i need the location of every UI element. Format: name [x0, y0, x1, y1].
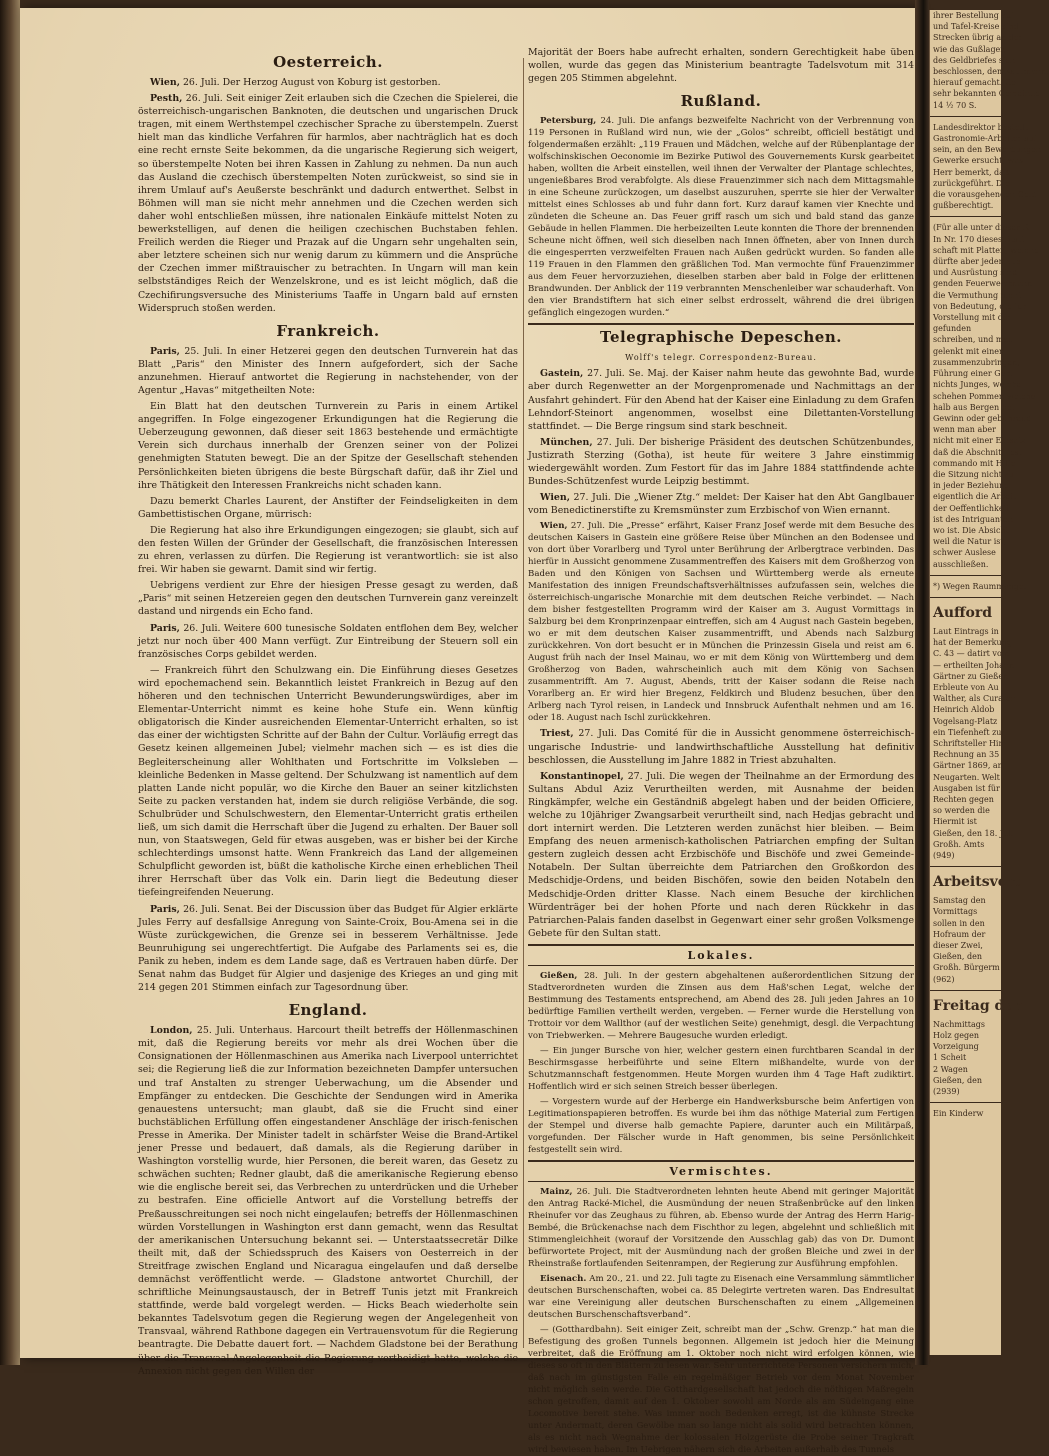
fragment-line: wie das Gußlager, [933, 44, 1006, 54]
adjacent-page-fragment [929, 10, 1049, 1355]
article-paragraph: — Vorgestern wurde auf der Herberge ein Handwerksbursche beim Anfertigen von Legitimationspapieren betroffen. Es wurde bei ihm das nöthige Material zum Fertigen der Stempel und diverse halb gemachte Papiere, darunter auch ein Militärpaß, vorgefunden. Der Fälscher wurde in Haft genommen, bis seine Persönlichkeit festgestellt sein wird. [528, 1096, 914, 1155]
fragment-line: halb aus Bergen bei [933, 402, 1015, 412]
section-title-oesterreich: Oesterreich. [273, 53, 383, 71]
fragment-line: von Bedeutung, die für [933, 301, 1027, 311]
article-text: 25. Juli. In einer Hetzerei gegen den deutschen Turnverein hat das Blatt „Paris“ den Minister des Innern aufgefordert, sich der Sache anzunehmen. Hierauf antwortet die Regierung in nachstehender, von der Agentur „Havas“ mitgetheilten Note: [138, 345, 518, 396]
fragment-line: Gießen, den [933, 1075, 983, 1085]
left-column [138, 46, 519, 1377]
fragment-number: (962) [933, 974, 955, 984]
fragment-line: (Für alle unter dieser R [933, 223, 1029, 233]
fragment-rule [930, 116, 1001, 117]
article-text: 27. Juli. Die wegen der Theilnahme an der Ermordung des Sultans Abdul Aziz Verurtheilten werden, mit Ausnahme der beiden Ringkämpfer, welche ein Geständniß abgelegt haben und der beiden Officiere, welche zu 10jähriger Zwangsarbeit verurtheilt sind, nach Hedjas gebracht und dort internirt werden. Die Letzteren werden zunächst hier bleiben. — Beim Empfang des neuen armenisch-katholischen Patriarchen empfing der Sultan gestern zugleich dessen acht Erzbischöfe und Bischöfe und zwei Gemeinde-Notabeln. Der Sultan überreichte dem Patriarchen den Großkordon des Medschidje-Ordens, und beiden Bischöfen, sowie den beiden Notabeln den Medschidje-Orden dritter Klasse. Nach einem Besuche der kirchlichen Würdenträger bei der hohen Pforte und nach deren Rückkehr in das Patriarchen-Palais fanden daselbst in Gegenwart einer sehr großen Volksmenge Gebete für den Sultan statt. [528, 770, 914, 939]
section-rule [528, 944, 914, 946]
fragment-line: Gewinn oder gebührend [933, 413, 1032, 423]
fragment-number: (2939) [933, 1087, 960, 1097]
fragment-line: beschlossen, den Kaufmann, [933, 67, 1049, 77]
article-text: Am 20., 21. und 22. Juli tagte zu Eisenach eine Versammlung sämmtlicher deutschen Burschenschaften, wobei ca. 85 Delegirte vertreten waren. Das Endresultat war eine Vereinigung aller deutschen Burschenschaften zu einem „Allgemeinen deutschen Burschenschaftsverband“. [528, 1273, 914, 1320]
fragment-rule [930, 597, 1001, 598]
article-text: 26. Juli. Der Herzog August von Koburg ist gestorben. [182, 77, 441, 88]
article-text: 26. Juli. Weitere 600 tunesische Soldaten entflohen dem Bey, welcher jetzt nur noch über 400 Mann verfügt. Zur Eintreibung der Steuern soll ein französisches Corps gebildet werden. [138, 622, 518, 660]
article-text: 25. Juli. Unterhaus. Harcourt theilt betreffs der Höllenmaschinen mit, daß die Regierung bereits vor mehr als drei Wochen über die Consignationen der Höllenmaschinen aus Amerika nach Liverpool unterrichtet sei; die Regierung ließ die zur Information bezeichneten Dampfer untersuchen und traf Anstalten zu strenger Ueberwachung, um die Absender und Empfänger zu entdecken. Die Geschichte der Sendungen wird in Amerika genauestens untersucht; man glaubt, daß sie die Frucht sind einer buchstäblichen Erfüllung offen eingestandener Anschläge der irisch-fenischen Presse in Amerika. Der Minister tadelt in schärfster Weise die Brand-Artikel jener Presse und bedauert, daß damals, als die Regierung darüber in Washington vorstellig wurde, hier Personen, die bereit waren, das Gesetz zu schwächen suchten; Redner glaubt, daß die amerikanische Regierung ebenso wie die englische bereit sei, das Verbrechen zu unterdrücken und die Urheber zu bestrafen. Eine officielle Antwort auf die Vorstellung betreffs der Preßausschreitungen sei noch nicht eingelaufen; betreffs der Höllenmaschinen würden Vorstellungen in Washington erst dann gemacht, wenn das Resultat der amerikanischen Untersuchung bekannt sei. — Unterstaatssecretär Dilke theilt mit, daß der Schiedsspruch des Kaisers von Oesterreich in der Streitfrage zwischen England und Nicaragua eingelaufen und daß derselbe demnächst veröffentlicht werde. — Gladstone antwortet Churchill, der schriftliche Meinungsaustausch, der in Betreff Tunis jetzt mit Frankreich stattfinde, werde bald vorgelegt werden. — Hicks Beach wiederholte sein bekanntes Tadelsvotum gegen die Regierung wegen der Angelegenheit von Transvaal, während Rathbone dagegen ein Vertrauensvotum für die Regierung beantragte. Die Debatte dauert fort. — Nachdem Gladstone bei der Berathung über die Transvaal-Angelegenheit die Regierung vertheidigt hatte, welche die Annexion nicht gegen den Willen der [138, 1025, 519, 1377]
fragment-line: und Tafel-Kreise sind [933, 22, 1019, 32]
section-rule [528, 323, 914, 325]
article-place: München, [540, 436, 593, 448]
fragment-line: zusammenzubringen, [933, 357, 1020, 367]
fragment-line: schehen Pommer, welche [933, 391, 1036, 401]
fragment-block-a [930, 10, 1049, 111]
article-eisenach [528, 1273, 914, 1321]
article-mainz [528, 1186, 914, 1270]
article-place: Paris, [150, 903, 180, 915]
fragment-line: Gastronomie-Arbeiter auf [933, 134, 1037, 144]
fragment-line: Hiermit ist [933, 817, 977, 827]
fragment-line: In Nr. 170 dieses Blatt [933, 234, 1025, 244]
fragment-line: *) Wegen Raummangel [933, 581, 1027, 591]
fragment-line: die Vermuthung nicht [933, 290, 1022, 300]
fragment-line: und Ausrüstung sind [933, 268, 1018, 278]
fragment-line: Gärtner zu Gießen [933, 671, 1009, 681]
fragment-line: Gießen, den 18. Juli [933, 828, 1014, 838]
article-place: Paris, [150, 622, 180, 634]
fragment-line: Heinrich Aldob [933, 705, 995, 715]
fragment-number: (949) [933, 851, 955, 861]
fragment-line: sein, an den Bewerbungen [933, 145, 1042, 155]
fragment-line: die vorausgehenden Geld- [933, 190, 1040, 200]
article-london [138, 1024, 518, 1378]
article-giessen [528, 970, 914, 1042]
fragment-line: genden Feuerwehrmann [933, 279, 1033, 289]
fragment-line: nichts Junges, welche [933, 380, 1022, 390]
fragment-line: Samstag den [933, 896, 986, 906]
fragment-line: 14 ½ 70 S. [933, 100, 977, 110]
article-paragraph: — Ein junger Bursche von hier, welcher gestern einen furchtbaren Scandal in der Beschirmsgasse herbeiführte und seine Eltern mißhandelte, wurde von der Schutzmannschaft festgenommen. Heute Morgen wurden ihm 4 Tage Haft zudiktirt. Hoffentlich wird er sich seinen Streich besser überlegen. [528, 1045, 914, 1092]
fragment-line: Rechten gegen [933, 795, 994, 804]
fragment-line: Laut Eintrags in [933, 626, 999, 636]
fragment-line: ausschließen. [933, 559, 989, 569]
fragment-line: Gärtner 1869, an [933, 761, 1003, 771]
article-wien-1 [528, 491, 914, 517]
article-muenchen [528, 436, 914, 488]
article-triest [528, 727, 914, 766]
fragment-line: schaft mit Platten, welche [933, 245, 1039, 255]
article-paris-1 [138, 345, 518, 397]
fragment-line: Walther, als Curator [933, 694, 1015, 704]
article-text: 27. Juli. Die „Presse“ erfährt, Kaiser Franz Josef werde mit dem Besuche des deutschen Kaisers in Gastein eine größere Reise über München an den Bodensee und von dort über Vorarlberg und Tyrol unter Berührung der Arlbergtrace verbinden. Das hierfür in Aussicht genommene Zusammentreffen des Kaisers mit dem Großherzog von Baden und den Königen von Sachsen und Württemberg werde als erneute Manifestation des innigen Freundschaftsverhältnisses aufzufassen sein, welches die österreichisch-ungarische Monarchie mit dem deutschen Reiche verbindet. — Nach dem bisher festgestellten Programm wird der Kaiser am 3. August Vormittags in Salzburg bei dem Kronprinzenpaar eintreffen, sich am 4 August nach Gastein begeben, wo er mit dem deutschen Kaiser zusammentrifft, und Abends nach Salzburg zurückkehren. Von dort besucht er in München die Prinzessin Gisela und reist am 6. August früh nach der Insel Mainau, wo er mit dem König von Württemberg und dem Großherzog von Baden, wahrscheinlich auch mit dem König von Sachsen zusammentrifft. Am 7. August, Abends, tritt der Kaiser sodann die Reise nach Vorarlberg an. Er wird hier Bregenz, Feldkirch und Bludenz besuchen, über den Arlberg nach Tyrol reisen, in Landeck und Innsbruck Aufenthalt nehmen und am 16. oder 18. August nach Ischl zurückkehren. [528, 521, 914, 724]
article-place: Eisenach. [540, 1273, 587, 1284]
fragment-line: Gießen, den [933, 952, 983, 962]
fragment-line: Schriftsteller Hin [933, 738, 1004, 748]
fragment-line: ist des Intriguanten [933, 514, 1014, 524]
newspaper-page [20, 8, 915, 1455]
article-continuation: Majorität der Boers habe aufrecht erhalten, sondern Gerechtigkeit habe üben wollen, wurde das gegen das Ministerium beantragte Tadelsvotum mit 314 gegen 205 Stimmen abgelehnt. [528, 47, 914, 85]
fragment-line: ein Tiefenheft zu [933, 727, 1002, 737]
fragment-line: sollen in den [933, 918, 985, 928]
fragment-line: Landesdirektor bestellt [933, 122, 1028, 132]
fragment-line: wenn man aber [933, 425, 996, 435]
article-text: 28. Juli. In der gestern abgehaltenen außerordentlichen Sitzung der Stadtverordneten wurden die Zinsen aus dem Haß'schen Legat, welche der Bestimmung des Testaments entsprechend, am Abend des 28. Juli jeden Jahres an 10 bedürftige Familien vertheilt werden, vergeben. — Ferner wurde die Herstellung von Trottoir vor dem Wallthor (auf der westlichen Seite) genehmigt, desgl. die Verpachtung von Triebwerken. — Mehrere Baugesuche wurden erledigt. [528, 970, 914, 1041]
article-place: Petersburg, [540, 116, 597, 127]
fragment-rule [930, 216, 1001, 217]
fragment-line: Erbleute von Au [933, 682, 999, 692]
fragment-line: gußberechtigt. [933, 201, 994, 211]
article-wien [138, 76, 518, 89]
article-text: 26. Juli. Die Stadtverordneten lehnten heute Abend mit geringer Majorität den Antrag Racké-Michel, die Ausmündung der neuen Straßenbrücke auf den linken Rheinufer vor das Zeughaus zu führen, ab. Ebenso wurde der Antrag des Herrn Harig-Bembé, die Brückenachse nach dem Fischthor zu legen, abgelehnt und schließlich mit Stimmengleichheit (worauf der Vorsitzende den Ausschlag gab) das von Dr. Dumont befürwortete Project, mit der Ausmündung nach der großen Bleiche und zwei in der Rheinstraße fortlaufenden Seitenrampen, der Regierung zur Ausführung empfohlen. [528, 1186, 915, 1269]
article-place: Wien, [540, 492, 570, 504]
fragment-line: Vogelsang-Platz [933, 716, 998, 726]
section-title-lokales: Lokales. [687, 948, 755, 962]
fragment-line: dürfte aber jedenfalls [933, 257, 1021, 267]
article-place: Gastein, [540, 368, 584, 380]
article-gotthardbahn: — (Gotthardbahn). Seit einiger Zeit, schreibt man der „Schw. Grenzp.“ hat man die Befestigung des großen Tunnels begonnen. Allgemein ist jedoch hier die Meinung verbreitet, daß die Eröffnung am 1. Oktober noch nicht wird erfolgen können, wie dieses so oft in den Blättern zu lesen war. Sehr unterrichtete Personen versichern mich, daß nach im günstigsten Falle ein regelmäßiger Betrieb vor dem Monat November nicht möglich sein werde. Die Gotthardgesellschaft hat jedoch die nöthigen Maßregeln schon getroffen, damit auf den 1. Oktober sowohl am Norde als am Südeingang eine Locomotive bereit stehe. Was immer noch Bedenken erregt, ist die kühnste Strecke unter Andermatt, deren Gewölbe man so lange nicht als solid wird betrachten können, als es nicht nach Wegnahme der kolossalen Holzgerüste die Probe seiner Tragkraft wird bewiesen haben. Im Uebrigen nähern sich die Arbeiten außerhalb des Tunnels [528, 1324, 914, 1455]
fragment-line: zurückgeführt. Die [933, 178, 1010, 188]
fragment-line: hat der Bemerkung [933, 638, 1012, 648]
fragment-block-e [930, 626, 1015, 850]
fragment-line: eigentlich die Arbeit [933, 492, 1016, 502]
section-title-depeschen: Telegraphische Depeschen. [600, 328, 842, 347]
article-place: Pesth, [150, 93, 183, 105]
section-title-russland: Rußland. [680, 92, 762, 111]
article-paris-2 [138, 622, 518, 661]
article-place: Konstantinopel, [540, 770, 624, 782]
article-text: 27. Juli. Se. Maj. der Kaiser nahm heute das gewohnte Bad, wurde aber durch Regenwetter an der Morgenpromenade und Nachmittags an der Ausfahrt gehindert. Für den Abend hat der Kaiser eine Einladung zu dem Grafen Lehndorf-Steinort angenommen, woselbst eine Dilettanten-Vorstellung stattfindet. — Die Berge ringsum sind stark beschneit. [528, 368, 914, 432]
fragment-rule [930, 575, 1001, 576]
fragment-block-f [930, 895, 1001, 973]
article-text: 27. Juli. Der bisherige Präsident des deutschen Schützenbundes, Justizrath Sterzing (Gotha), ist heute für weitere 3 Jahre einstimmig wiedergewählt worden. Zum Festort für das im Jahre 1884 stattfindende achte Bundes-Schützenfest wurde Leipzig bestimmt. [528, 436, 914, 488]
fragment-block-h [930, 1108, 1001, 1119]
section-title-england: England. [288, 1001, 368, 1020]
fragment-line: Vormittags [933, 907, 978, 917]
fragment-block-d [930, 581, 1027, 592]
article-place: Mainz, [540, 1186, 573, 1197]
fragment-heading-freitag: Freitag den [933, 997, 1024, 1014]
article-place: Paris, [150, 345, 180, 357]
article-place: Wien, [150, 77, 180, 88]
article-place: Triest, [540, 728, 574, 740]
fragment-line: wo ist. Die Absicht [933, 525, 1009, 535]
fragment-line: schwer Auslese [933, 548, 996, 558]
section-title-frankreich: Frankreich. [276, 321, 380, 340]
article-text: 26. Juli. Senat. Bei der Discussion über das Budget für Algier erklärte Jules Ferry auf desfallsige Anregung von Sainte-Croix, Bou-Amena sei in die Wüste zurückgewichen, die Grenze sei in besserem Verhältnisse. Jede Beunruhigung sei ungerechtfertigt. Die Aufgabe des Parlaments sei es, die Panik zu heben, indem es dem Lande sage, daß es Vertrauen haben dürfe. Der Senat nahm das Budget für Algier und dasjenige des Krieges an und ging mit 214 gegen 201 Stimmen einfach zur Tagesordnung über. [138, 903, 518, 994]
article-place: London, [150, 1025, 193, 1037]
section-rule [528, 965, 914, 966]
fragment-line: Vorzeigung [933, 1042, 979, 1052]
fragment-line: Rechnung an 35 [933, 750, 1000, 760]
article-text: 27. Juli. Das Comité für die in Aussicht genommene österreichisch-ungarische Industrie- und landwirthschaftliche Ausstellung hat definitiv beschlossen, die Ausstellung im Jahre 1882 in Triest abzuhalten. [528, 728, 915, 766]
fragment-line: der Oeffentlichkeit [933, 503, 1010, 513]
fragment-line: weil die Natur ist, [933, 537, 1007, 547]
page-gutter [915, 0, 929, 1365]
fragment-line: 2 Wagen [933, 1064, 968, 1074]
fragment-block-g [930, 1019, 1001, 1086]
fragment-block-b [930, 122, 1042, 212]
fragment-line: 1 Scheit [933, 1053, 967, 1063]
fragment-line: C. 43 — datirt vom [933, 649, 1010, 659]
fragment-line: so werden die [933, 806, 990, 816]
fragment-line: sehr bekannten Gemeinde [933, 89, 1040, 99]
article-konstantinopel [528, 770, 914, 940]
right-column [528, 46, 915, 1455]
article-pesth [138, 92, 518, 315]
fragment-line: ihrer Bestellung auf [933, 11, 1015, 20]
section-rule [528, 1160, 914, 1162]
fragment-line: Ausgaben ist für [933, 783, 1000, 793]
agency-byline: Wolff's telegr. Correspondenz-Bureau. [625, 353, 817, 363]
fragment-line: Nachmittags [933, 1019, 985, 1029]
article-text: 26. Juli. Seit einiger Zeit erlauben sich die Czechen die Spielerei, die österreichisch-ungarischen Banknoten, die deutschen und ungarischen Druck tragen, mit einem Werthstempel czechischer Sprache zu überstempeln. Zuerst hielt man das kindliche Verfahren für harmlos, aber nachträglich hat es doch eine recht ernste Seite bekommen, da die ungarische Regierung sich weigert, so überstempelte Noten bei ihren Kassen in Zahlung zu nehmen. Da nun auch das Ausland die czechisch überstempelten Noten zurückweist, so sind sie in ihrem Umlauf auf's Aeußerste beschränkt und dadurch entwerthet. Selbst in Böhmen will man sie nicht mehr annehmen und die Czechen werden sich daher wohl entschließen müssen, ihre nationalen Einkäufe mittelst Noten zu bewerkstelligen, auf denen die heiligen czechischen Buchstaben fehlen. Freilich werden die Rieger und Prazak auf die Ungarn sehr ungehalten sein, aber letztere scheinen sich nur wenig darum zu kümmern und die Ansprüche der Czechen immer mißtrauischer zu betrachten. In Ungarn will man kein selbstständiges Reich der Wenzelskrone, und es ist leicht möglich, daß die Czechifirungsversuche des Ministeriums Taaffe in Ungarn bald auf ernsten Widerspruch stoßen werden. [138, 93, 519, 314]
fragment-heading-arbeitsverd: Arbeitsverd [933, 874, 1024, 891]
fragment-rule [930, 1102, 1001, 1103]
fragment-line: die Sitzung nicht zu [933, 469, 1014, 479]
article-paragraph: — Frankreich führt den Schulzwang ein. Die Einführung dieses Gesetzes wird epochemachend sein. Bekanntlich leistet Frankreich in Bezug auf den höheren und den technischen Unterricht Bewunderungswürdiges, aber im Elementar-Unterricht nimmt es keine hohe Stufe ein. Wenn künftig obligatorisch die Kinder ausreichenden Elementar-Unterricht erhalten, so ist das einer der wichtigsten Schritte auf der Bahn der Cultur. Vorläufig erregt das Gesetz keinen allgemeinen Jubel; vielmehr machen sich — es ist dies die Begleiterscheinung aller Wohlthaten und Fortschritte im Volksleben — kleinliche Bedenken in Masse geltend. Der Schulzwang ist namentlich auf dem platten Lande nicht populär, wo die Kirche den Bauer an seiner kitzlichsten Seite zu packen verstanden hat, indem sie durch religiöse Verbände, die sog. Schulbrüder und Schulschwestern, den Elementar-Unterricht gratis ertheilen ließ, um sich damit die Herrschaft über die Jugend zu erhalten. Der Bauer soll nun, von Staatswegen, Geld für etwas ausgeben, was er bisher bei der Kirche schlechterdings umsonst hatte. Wenn Frankreich das Land der allgemeinen Schulpflicht geworden ist, büßt die katholische Kirche einen erheblichen Theil ihrer Herrschaft über das Volk ein. Darin liegt die Bedeutung dieser tiefeingreifenden Neuerung. [138, 664, 518, 899]
fragment-line: Großh. Bürgerm [933, 963, 1000, 973]
fragment-rule [930, 990, 1001, 991]
fragment-line: Strecken übrig an der [933, 33, 1023, 43]
fragment-line: Führung einer Gen. [933, 369, 1014, 379]
article-text: 27. Juli. Die „Wiener Ztg.“ meldet: Der Kaiser hat den Abt Ganglbauer vom Benedictinerstifte zu Kremsmünster zum Erzbischof von Wien ernannt. [528, 492, 915, 517]
fragment-line: Neugarten. Welt [933, 772, 1000, 782]
fragment-line: gefunden [933, 324, 972, 334]
fragment-line: — ertheilten Johann [933, 660, 1015, 670]
article-paragraph: Uebrigens verdient zur Ehre der hiesigen Presse gesagt zu werden, daß „Paris“ mit seinen Hetzereien gegen den deutschen Turnverein ganz vereinzelt dastand und nirgends ein Echo fand. [138, 580, 518, 618]
fragment-line: Hofraum der [933, 929, 986, 939]
fragment-line: Vorstellung mit der [933, 313, 1012, 323]
article-paris-3 [138, 903, 518, 995]
fragment-line: daß die Abschnitt fest [933, 447, 1023, 457]
article-place: Gießen, [540, 970, 578, 981]
fragment-line: Holz gegen [933, 1031, 979, 1041]
section-title-vermischtes: Vermischtes. [669, 1164, 773, 1178]
book-binding [0, 0, 20, 1365]
fragment-line: gelenkt mit einer [933, 346, 1003, 356]
fragment-line: dieser Zwei, [933, 941, 983, 951]
fragment-line: Herr bemerkt, daß [933, 167, 1010, 177]
article-wien-2 [528, 520, 914, 724]
fragment-line: Gewerke ersucht, was [933, 156, 1024, 166]
fragment-heading-aufford: Aufford [933, 604, 993, 621]
fragment-line: in jeder Beziehung [933, 481, 1010, 491]
fragment-line: schreiben, und man [933, 335, 1014, 345]
section-rule [528, 1181, 914, 1182]
fragment-line: Großh. Amts [933, 839, 985, 849]
article-gastein [528, 367, 914, 432]
article-place: Wien, [540, 521, 568, 532]
fragment-block-c [930, 222, 1039, 569]
fragment-line: Ein Kinderw [933, 1109, 984, 1119]
column-divider [523, 58, 524, 1348]
fragment-line: nicht mit einer Einsatz [933, 436, 1026, 446]
fragment-line: des Geldbriefes sich [933, 55, 1016, 65]
fragment-line: commando mit Hilfe [933, 458, 1016, 468]
fragment-line: hierauf gemacht. Ge- [933, 78, 1019, 88]
article-paragraph: Ein Blatt hat den deutschen Turnverein zu Paris in einem Artikel angegriffen. In Folge eingezogener Erkundigungen hat die Regierung die Ueberzeugung gewonnen, daß dieser seit 1863 bestehende und ermächtigte Verein sich durchaus innerhalb der Grenzen seiner von der Polizei genehmigten Statuten bewegt. Die an der Spitze der Gesellschaft stehenden Persönlichkeiten bieten übrigens die beste Bürgschaft dafür, daß ihr Ziel und ihre Thätigkeit den Interessen Frankreichs nicht schaden kann. [138, 401, 518, 491]
article-paragraph: Dazu bemerkt Charles Laurent, der Anstifter der Feindseligkeiten in dem Gambettistischen Organe, mürrisch: [138, 495, 518, 520]
article-paragraph: Die Regierung hat also ihre Erkundigungen eingezogen; sie glaubt, sich auf den festen Willen der Gründer der Gesellschaft, die französischen Interessen zu ehren, verlassen zu dürfen. Die Regierung ist verantwortlich: sie ist also frei. Wir haben sie gewarnt. Damit sind wir fertig. [138, 524, 518, 576]
article-text: 24. Juli. Die anfangs bezweifelte Nachricht von der Verbrennung von 119 Personen in Rußland wird nun, wie der „Golos“ schreibt, officiell bestätigt und folgendermaßen erzählt: „119 Frauen und Mädchen, welche auf der Rübenplantage der wolfschinskischen Oeconomie im Bezirke Putiwol des Gouvernements Kursk gearbeitet haben, wollten die Arbeit einstellen, weil ihnen der Verwalter der Plantage schlechtes, ungenießbares Brod verabfolgte. Als diese Frauenzimmer sich nach dem Mittagsmahle in eine Scheune zurückzogen, um daselbst auszuruhen, sperrte sie hier der Verwalter mittelst eines Schlosses ab und fuhr dann fort. Kurz darauf kamen vier Knechte und zündeten die Scheune an. Das Feuer griff rasch um sich und bald stand das ganze Gebäude in hellen Flammen. Die herbeizeilten Leute konnten die Thore der brennenden Scheune nicht öffnen, weil sich dieselben nach Innen öffneten, aber von Innen durch die eingesperrten verzweifelten Frauen nach Außen gedrückt wurden. So fanden alle 119 Frauen in den Flammen den gräßlichen Tod. Man vermochte fünf Frauenzimmer aus dem Feuer hervorzuziehen, dieselben starben aber bald in Folge der erlittenen Brandwunden. Der Anblick der 119 verbrannten Menschenleiber war schauderhaft. Von den vier Brandstiftern hat sich einer selbst erdrosselt, während die drei übrigen gefänglich eingezogen wurden.“ [528, 116, 915, 319]
article-petersburg [528, 115, 914, 319]
fragment-rule [930, 866, 1001, 867]
